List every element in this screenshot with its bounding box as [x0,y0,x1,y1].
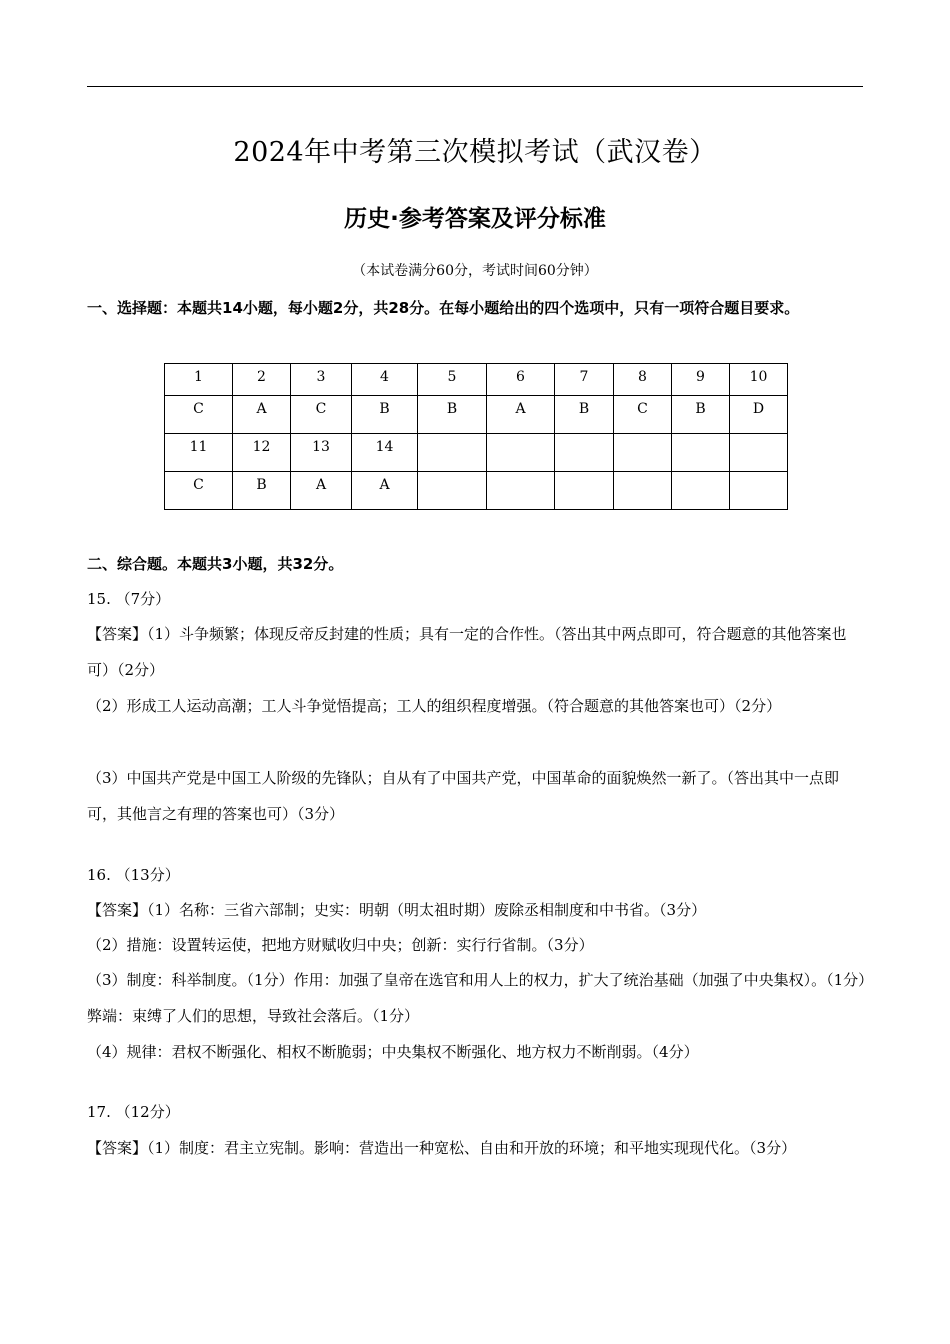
q15-answer-1: 【答案】（1）斗争频繁；体现反帝反封建的性质；具有一定的合作性。（答出其中两点即可，符合题意的其他答案也可）（2分） [87,625,847,679]
table-cell: 11 [165,434,233,472]
table-cell: 12 [233,434,291,472]
table-cell: B [233,472,291,510]
table-cell: A [352,472,418,510]
table-cell: 14 [352,434,418,472]
table-cell: D [730,396,788,434]
q17-heading: 17. （12分） [87,1103,180,1121]
q15-heading: 15. （7分） [87,590,171,608]
table-cell: 1 [165,364,233,396]
table-cell: 2 [233,364,291,396]
table-cell: 4 [352,364,418,396]
table-cell: 6 [487,364,555,396]
page-title: 2024年中考第三次模拟考试（武汉卷） [233,137,717,168]
table-cell [614,472,672,510]
table-row [165,472,788,510]
table-cell [487,472,555,510]
table-cell: C [165,396,233,434]
answer-table [164,363,788,510]
table-cell: 10 [730,364,788,396]
table-cell [730,434,788,472]
table-cell: C [165,472,233,510]
table-cell: B [672,396,730,434]
table-cell [555,434,614,472]
q15-answer-2: （2）形成工人运动高潮；工人斗争觉悟提高；工人的组织程度增强。（符合题意的其他答案也可）（2分） [87,697,782,715]
table-cell [418,472,487,510]
table-row [165,396,788,434]
table-cell [418,434,487,472]
table-row [165,434,788,472]
section-2-heading: 二、综合题。本题共3小题，共32分。 [87,555,344,573]
q16-answer-4: （4）规律：君权不断强化、相权不断脆弱；中央集权不断强化、地方权力不断削弱。（4分） [87,1043,699,1061]
table-cell: A [233,396,291,434]
table-cell: B [555,396,614,434]
table-row [165,364,788,396]
q16-answer-1: 【答案】（1）名称：三省六部制；史实：明朝（明太祖时期）废除丞相制度和中书省。（3分） [87,901,707,919]
table-cell: A [291,472,352,510]
table-cell: 8 [614,364,672,396]
q17-answer-1: 【答案】（1）制度：君主立宪制。影响：营造出一种宽松、自由和开放的环境；和平地实现现代化。（3分） [87,1139,797,1157]
table-cell: C [291,396,352,434]
table-cell [730,472,788,510]
table-cell [487,434,555,472]
table-cell: 7 [555,364,614,396]
table-cell: 5 [418,364,487,396]
table-cell: 9 [672,364,730,396]
table-cell: 13 [291,434,352,472]
q16-heading: 16. （13分） [87,866,180,884]
table-cell [672,434,730,472]
q16-answer-2: （2）措施：设置转运使，把地方财赋收归中央；创新：实行行省制。（3分） [87,936,594,954]
table-cell [614,434,672,472]
table-cell: B [418,396,487,434]
header-rule [87,86,863,87]
table-cell [672,472,730,510]
table-cell: A [487,396,555,434]
table-cell: B [352,396,418,434]
table-cell [555,472,614,510]
table-cell: 3 [291,364,352,396]
section-1-heading: 一、选择题：本题共14小题，每小题2分，共28分。在每小题给出的四个选项中，只有一项符合题目要求。 [87,299,800,317]
exam-note: （本试卷满分60分，考试时间60分钟） [352,263,598,279]
q16-answer-3: （3）制度：科举制度。（1分）作用：加强了皇帝在选官和用人上的权力，扩大了统治基础（加强了中央集权）。（1分）弊端：束缚了人们的思想，导致社会落后。（1分） [87,971,866,1025]
table-cell: C [614,396,672,434]
q15-answer-3: （3）中国共产党是中国工人阶级的先锋队；自从有了中国共产党，中国革命的面貌焕然一新了。（答出其中一点即可，其他言之有理的答案也可）（3分） [87,769,840,823]
page-subtitle: 历史·参考答案及评分标准 [344,206,606,232]
